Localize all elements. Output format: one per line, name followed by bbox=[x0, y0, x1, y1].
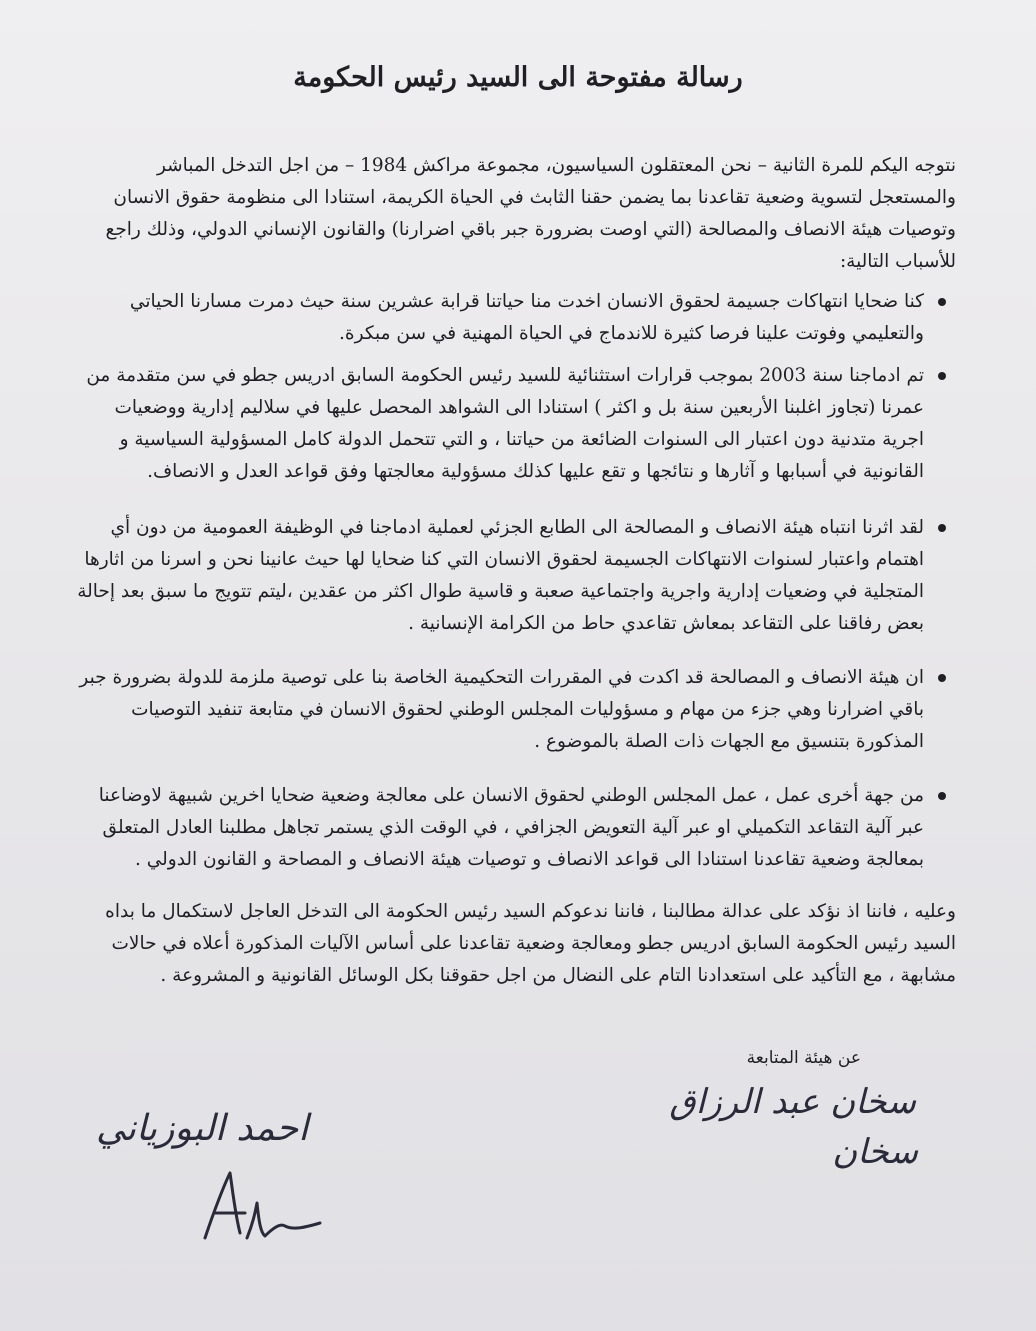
signatory-left-scribble bbox=[185, 1168, 325, 1248]
signatory-right-name: سخان عبد الرزاق bbox=[669, 1082, 916, 1122]
reason-item-2: تم ادماجنا سنة 2003 بموجب قرارات استثنائية للسيد رئيس الحكومة السابق ادريس جطو في سن متقدمة من عمرنا (تجاوز اغلبنا الأربعين سنة بل و اكثر ) استنادا الى الشواهد المحصل عليها في سلاليم إدارية ووضعيات اجرية متدنية دون اعتبار الى السنوات الضائعة من حياتنا ، و التي تتحمل الدولة كامل المسؤولية السياسية و القانونية في أسبابها و آثارها و نتائجها و تقع عليها كذلك مسؤولية معالجتها وفق قواعد العدل و الانصاف. bbox=[76, 360, 924, 488]
reason-item-4: ان هيئة الانصاف و المصالحة قد اكدت في المقررات التحكيمية الخاصة بنا على توصية ملزمة للدولة بضرورة جبر باقي اضرارنا وهي جزء من مهام و مسؤوليات المجلس الوطني لحقوق الانسان في متابعة تنفيد التوصيات المذكورة بتنسيق مع الجهات ذات الصلة بالموضوع . bbox=[76, 662, 924, 758]
signatory-left-name: احمد البوزياني bbox=[96, 1108, 309, 1149]
signature-scribble-icon bbox=[185, 1168, 325, 1248]
reason-item-3: لقد اثرنا انتباه هيئة الانصاف و المصالحة الى الطابع الجزئي لعملية ادماجنا في الوظيفة العمومية من دون أي اهتمام واعتبار لسنوات الانتهاكات الجسيمة لحقوق الانسان التي كنا ضحايا لها حيث عانينا نحن و اسرنا من اثارها المتجلية في وضعيات إدارية واجرية واجتماعية صعبة و قاسية طوال اكثر من عقدين ،ليتم تتويج ما سبق بعد إحالة بعض رفاقنا على التقاعد بمعاش تقاعدي حاط من الكرامة الإنسانية . bbox=[76, 512, 924, 640]
letter-title: رسالة مفتوحة الى السيد رئيس الحكومة bbox=[293, 62, 743, 93]
intro-paragraph: نتوجه اليكم للمرة الثانية – نحن المعتقلون السياسيون، مجموعة مراكش 1984 – من اجل التدخل المباشر والمستعجل لتسوية وضعية تقاعدنا بما يضمن حقنا الثابث في الحياة الكريمة، استنادا الى منظومة حقوق الانسان وتوصيات هيئة الانصاف والمصالحة (التي اوصت بضرورة جبر باقي اضرارنا) والقانون الإنساني الدولي، وذلك راجع للأسباب التالية: bbox=[105, 155, 956, 272]
conclusion-paragraph: وعليه ، فاننا اذ نؤكد على عدالة مطالبنا ، فاننا ندعوكم السيد رئيس الحكومة الى التدخل العاجل لاستكمال ما بداه السيد رئيس الحكومة السابق ادريس جطو ومعالجة وضعية تقاعدنا على أساس الآليات المذكورة أعلاه في حالات مشابهة ، مع التأكيد على استعدادنا التام على النضال من اجل حقوقنا بكل الوسائل القانونية و المشروعة . bbox=[105, 901, 956, 986]
reason-item-5: من جهة أخرى عمل ، عمل المجلس الوطني لحقوق الانسان على معالجة وضعية ضحايا اخرين شبيهة لاوضاعنا عبر آلية التقاعد التكميلي او عبر آلية التعويض الجزافي ، في الوقت الذي يستمر تجاهل مطلبنا العادل المتعلق بمعالجة وضعية تقاعدنا استنادا الى قواعد الانصاف و توصيات هيئة الانصاف و المصاحة و القانون الدولي . bbox=[76, 780, 924, 876]
reason-item-1: كنا ضحايا انتهاكات جسيمة لحقوق الانسان اخدت منا حياتنا قرابة عشرين سنة حيث دمرت مسارنا الحياتي والتعليمي وفوتت علينا فرصا كثيرة للاندماج في الحياة المهنية في سن مبكرة. bbox=[76, 286, 924, 350]
signatory-right-signature: سخان bbox=[832, 1132, 918, 1172]
signoff-label: عن هيئة المتابعة bbox=[746, 1048, 861, 1068]
